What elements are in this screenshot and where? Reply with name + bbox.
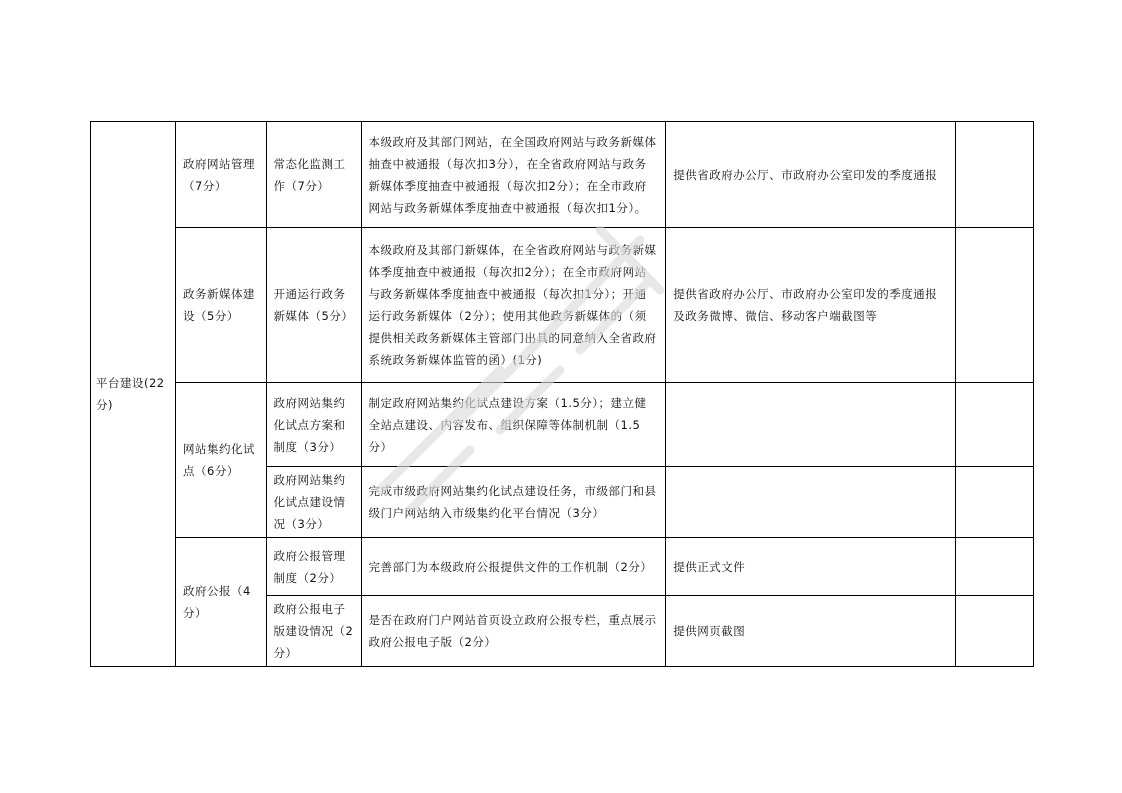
criteria-cell: 制定政府网站集约化试点建设方案（1.5分）；建立健全站点建设、内容发布、组织保障等体制机制（1.5分） [361, 383, 666, 467]
score-cell [955, 383, 1033, 467]
score-cell [955, 538, 1033, 596]
score-cell [955, 122, 1033, 228]
table-row [91, 122, 1034, 228]
sub-category-cell: 政府网站管理（7分） [176, 122, 267, 228]
category-cell: 平台建设(22分) [91, 122, 176, 667]
evaluation-table [90, 121, 1034, 667]
criteria-cell: 完成市级政府网站集约化试点建设任务，市级部门和县级门户网站纳入市级集约化平台情况（3分） [361, 467, 666, 538]
item-cell: 政府公报电子版建设情况（2分） [266, 596, 361, 667]
criteria-cell: 是否在政府门户网站首页设立政府公报专栏，重点展示政府公报电子版（2分） [361, 596, 666, 667]
score-cell [955, 596, 1033, 667]
score-cell [955, 467, 1033, 538]
item-cell: 开通运行政务新媒体（5分） [266, 228, 361, 383]
item-cell: 政府网站集约化试点建设情况（3分） [266, 467, 361, 538]
evidence-cell: 提供正式文件 [666, 538, 955, 596]
criteria-cell: 完善部门为本级政府公报提供文件的工作机制（2分） [361, 538, 666, 596]
table-row [91, 228, 1034, 383]
item-cell: 常态化监测工作（7分） [266, 122, 361, 228]
table-row [91, 383, 1034, 467]
evidence-cell [666, 383, 955, 467]
item-cell: 政府公报管理制度（2分） [266, 538, 361, 596]
evidence-cell: 提供省政府办公厅、市政府办公室印发的季度通报 [666, 122, 955, 228]
table-row [91, 538, 1034, 596]
sub-category-cell: 政府公报（4分） [176, 538, 267, 667]
evidence-cell: 提供网页截图 [666, 596, 955, 667]
item-cell: 政府网站集约化试点方案和制度（3分） [266, 383, 361, 467]
sub-category-cell: 网站集约化试点（6分） [176, 383, 267, 538]
evidence-cell [666, 467, 955, 538]
criteria-cell: 本级政府及其部门网站，在全国政府网站与政务新媒体抽查中被通报（每次扣3分），在全省政府网站与政务新媒体季度抽查中被通报（每次扣2分）；在全市政府网站与政务新媒体季度抽查中被通报（每次扣1分）。 [361, 122, 666, 228]
sub-category-cell: 政务新媒体建设（5分） [176, 228, 267, 383]
score-cell [955, 228, 1033, 383]
evidence-cell: 提供省政府办公厅、市政府办公室印发的季度通报及政务微博、微信、移动客户端截图等 [666, 228, 955, 383]
criteria-cell: 本级政府及其部门新媒体，在全省政府网站与政务新媒体季度抽查中被通报（每次扣2分）；在全市政府网站与政务新媒体季度抽查中被通报（每次扣1分）；开通运行政务新媒体（2分）；使用其他政务新媒体的（须提供相关政务新媒体主管部门出具的同意纳入全省政府系统政务新媒体监管的函）(1分) [361, 228, 666, 383]
